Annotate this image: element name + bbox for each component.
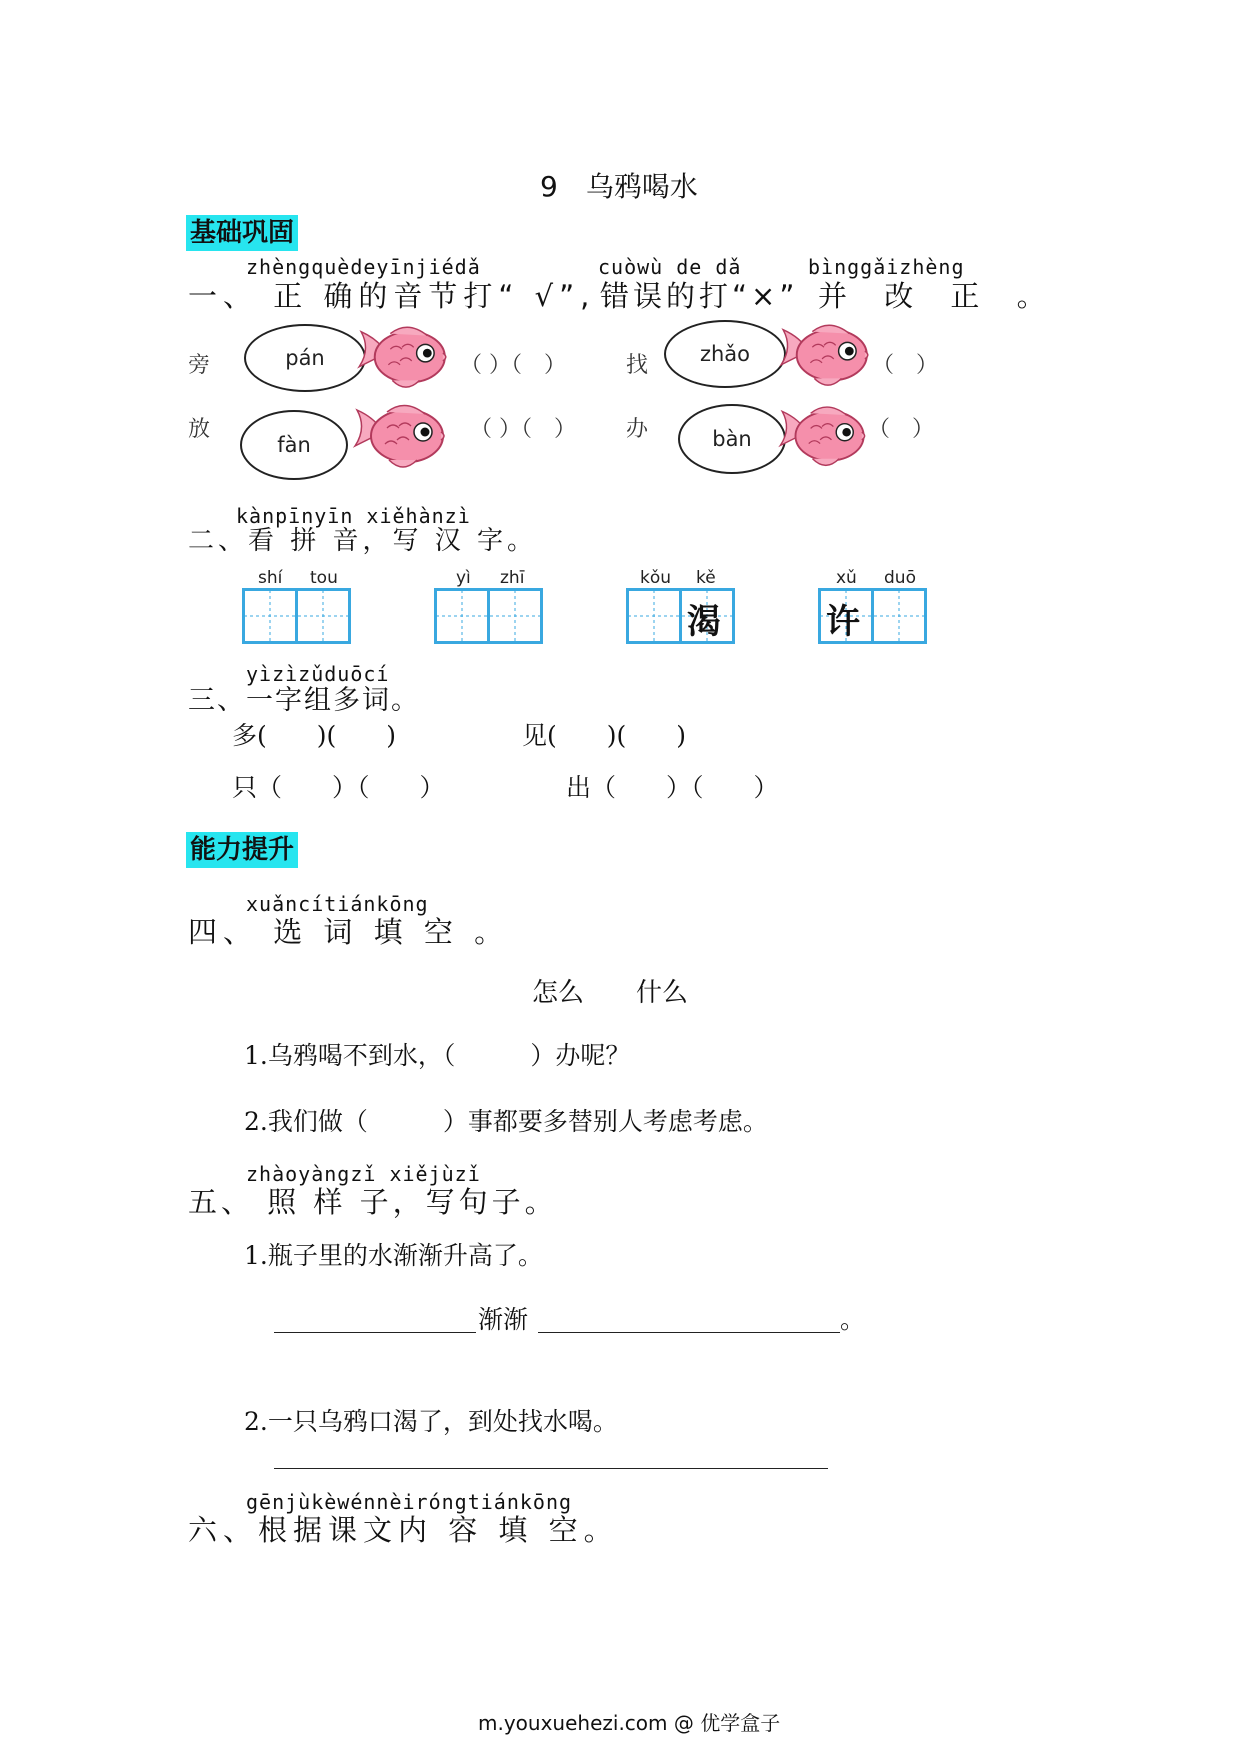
q6-heading: 六、根据课文内 容 填 空。 [188,1513,619,1547]
q3-heading: 三、一字组多词。 [188,685,420,716]
tianzige-grid[interactable] [242,588,352,644]
q1-oval-pan-text: pán [285,346,325,370]
q2-box4-py2: duō [884,568,916,588]
q5-mid-word: 渐渐 [478,1305,529,1334]
fish-icon [348,320,456,394]
q1-char-zhao: 找 [626,353,649,378]
q3-row2-b[interactable]: 出（ ）（ ） [566,773,779,802]
section-basic-tag: 基础巩固 [186,215,298,251]
q4-pinyin: xuǎncítiánkōng [246,892,429,916]
q1-answer-paren-zhao[interactable]: （ ） [872,353,939,378]
q1-oval-zhao-text: zhǎo [699,342,751,366]
q2-box1-py2: tou [310,568,338,588]
q2-box1-py1: shí [258,568,283,588]
q1-heading-c: 并 改 正 。 [818,279,1060,313]
q3-row1-b[interactable]: 见( )( ) [522,721,687,750]
q1-answer-paren-fang[interactable]: （ ）（ ） [470,417,576,442]
q5-pinyin: zhàoyàngzǐ xiějùzǐ [246,1162,481,1186]
q3-row1-a[interactable]: 多( )( ) [232,721,397,750]
q1-pinyin-c: bìnggǎizhèng [808,255,965,279]
q1-heading-b: 错误的打“×” [600,279,799,313]
q6-pinyin: gēnjùkèwénnèiróngtiánkōng [246,1490,573,1514]
q1-oval-zhao [664,320,786,388]
page-title: 9 乌鸦喝水 [540,170,698,203]
q2-heading: 二、看 拼 音，写 汉 字。 [188,526,538,556]
q5-answer-line-after[interactable] [538,1332,840,1333]
q2-pinyin: kànpīnyīn xiěhànzì [236,504,471,528]
q2-box2-py1: yì [456,568,471,588]
q5-answer-line-before[interactable] [274,1332,476,1333]
q2-box2-py2: zhī [500,568,525,588]
fish-icon [770,318,878,392]
q3-row2-a[interactable]: 只（ ）（ ） [232,773,445,802]
q2-box3-py1: kǒu [640,568,672,588]
q4-heading: 四、 选 词 填 空 。 [188,915,510,949]
q1-oval-fan [240,410,348,480]
tianzige-grid[interactable] [434,588,544,644]
q1-oval-fan-text: fàn [277,433,311,457]
q5-end-mark: 。 [840,1305,866,1334]
q5-heading: 五、 照 样 子，写句子。 [188,1185,558,1219]
q2-box3-py2: kě [696,568,716,588]
q2-box4-py1: xǔ [836,568,857,588]
q3-pinyin: yìzìzǔduōcí [246,662,390,686]
q4-word-choices: 怎么 什么 [532,978,689,1008]
q1-answer-paren-ban[interactable]: （ ） [868,417,935,442]
q1-pinyin-a: zhèngquèdeyīnjiédǎ [246,255,481,279]
q5-sentence-1: 1.瓶子里的水渐渐升高了。 [244,1241,543,1270]
q5-sentence-2: 2.一只乌鸦口渴了，到处找水喝。 [244,1407,618,1436]
q4-sentence-1[interactable]: 1.乌鸦喝不到水，（ ）办呢？ [244,1041,631,1070]
section-ability-tag: 能力提升 [186,832,298,868]
q4-sentence-2[interactable]: 2.我们做（ ）事都要多替别人考虑考虑。 [244,1107,768,1136]
q2-box3-char2: 渴 [687,602,721,642]
q2-box4-char1: 许 [826,602,860,642]
fish-icon [338,398,460,474]
q5-answer-line-2[interactable] [274,1468,828,1469]
q1-char-pang: 旁 [188,353,211,378]
fish-icon [770,400,874,472]
q1-pinyin-b: cuòwù de dǎ [598,255,742,279]
q1-char-fang: 放 [188,417,211,442]
q1-answer-paren-pang[interactable]: （ ）（ ） [460,353,566,378]
q1-heading-a: 一、 正 确的音节打“ √”, [188,279,596,313]
footer-source: m.youxuehezi.com @ 优学盒子 [478,1711,781,1735]
q1-char-ban: 办 [626,417,649,442]
q1-oval-ban-text: bàn [712,427,752,451]
